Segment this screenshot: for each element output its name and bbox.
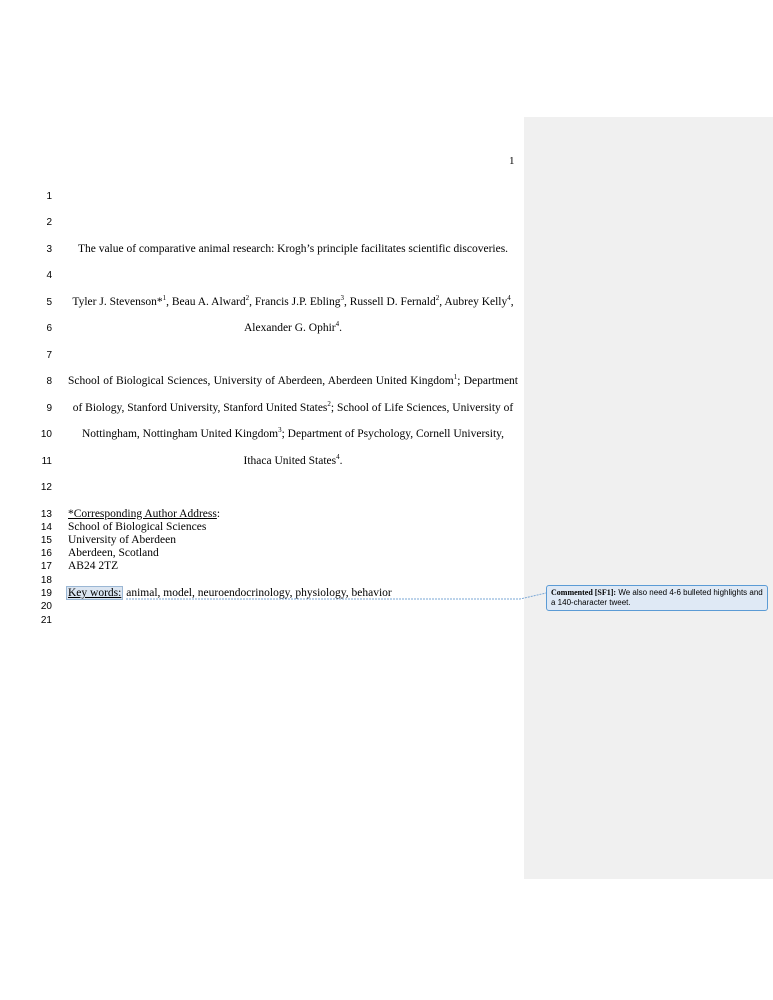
affiliation-sup: 3 <box>278 426 282 435</box>
line-number: 5 <box>46 297 52 308</box>
line-number: 20 <box>40 601 52 612</box>
corresponding-label: *Corresponding Author Address <box>68 508 217 520</box>
author-sep: , <box>166 296 172 308</box>
affiliation-text: of Biology, Stanford University, Stanford United States <box>72 402 328 414</box>
affiliation-line <box>68 427 518 441</box>
line-number: 4 <box>46 270 52 281</box>
affiliation-text: Nottingham, Nottingham United Kingdom <box>81 428 279 440</box>
author-sup: 4 <box>507 294 511 303</box>
corresponding-colon: : <box>216 508 221 520</box>
affiliation-sup: 1 <box>453 373 458 382</box>
author-name: Alexander G. Ophir <box>243 322 336 334</box>
author-sup: 2 <box>245 294 250 303</box>
line-number: 17 <box>40 561 52 572</box>
line-number: 19 <box>40 588 52 599</box>
comment-balloon[interactable] <box>546 585 768 611</box>
paper-title: The value of comparative animal research: Krogh’s principle facilitates scientific discoveries. <box>77 243 509 255</box>
author-list-cont <box>68 321 518 335</box>
author-sup: 3 <box>340 294 345 303</box>
address-line: Aberdeen, Scotland <box>68 547 159 559</box>
line-number: 8 <box>46 376 52 387</box>
line-number: 9 <box>46 403 52 414</box>
line-number: 18 <box>40 575 52 586</box>
line-number: 13 <box>40 509 52 520</box>
comment-text: We also need 4-6 bulleted highlights and a 140-character tweet. <box>551 588 763 607</box>
comment-author: Commented [SF1]: <box>551 588 617 597</box>
author-list <box>68 295 518 309</box>
line-number: 16 <box>40 548 52 559</box>
author-sup: 1 <box>162 294 167 303</box>
comment-pane <box>524 117 773 879</box>
author-name: Tyler J. Stevenson* <box>72 296 163 308</box>
line-number: 21 <box>40 615 52 626</box>
author-sep: , <box>249 296 255 308</box>
line-number: 3 <box>46 244 52 255</box>
affiliation-sup: 2 <box>327 400 331 409</box>
author-name: Russell D. Fernald <box>349 296 436 308</box>
line-number: 12 <box>40 482 52 493</box>
affiliation-text: ; Department of Psychology, Cornell University, <box>281 428 505 440</box>
line-number: 14 <box>40 522 52 533</box>
author-sep: , <box>344 296 350 308</box>
affiliation-sup: 4 <box>336 453 340 462</box>
author-name: Francis J.P. Ebling <box>254 296 341 308</box>
address-line: University of Aberdeen <box>68 534 176 546</box>
line-number: 10 <box>40 429 52 440</box>
line-number: 15 <box>40 535 52 546</box>
page-number: 1 <box>509 155 515 167</box>
author-name: Aubrey Kelly <box>444 296 508 308</box>
affiliation-line <box>68 374 518 388</box>
keywords-line <box>68 586 392 600</box>
line-number: 7 <box>46 350 52 361</box>
line-number: 11 <box>41 456 52 467</box>
author-sup: 2 <box>435 294 440 303</box>
line-number: 6 <box>46 323 52 334</box>
author-sep: , <box>439 296 445 308</box>
address-line: AB24 2TZ <box>68 560 119 572</box>
keywords-label[interactable]: Key words: <box>68 587 122 599</box>
address-line: School of Biological Sciences <box>68 521 207 533</box>
affiliation-text: ; School of Life Sciences, University of <box>330 402 514 414</box>
line-number: 1 <box>46 191 52 202</box>
corresponding-heading <box>68 507 220 521</box>
affiliation-text: Ithaca United States <box>243 455 337 467</box>
author-sep: , <box>510 296 514 308</box>
author-name: Beau A. Alward <box>171 296 246 308</box>
affiliation-text: ; Department <box>457 375 519 387</box>
author-sep: . <box>339 322 343 334</box>
keywords-text: animal, model, neuroendocrinology, physiology, behavior <box>123 587 392 599</box>
author-sup: 4 <box>335 320 340 329</box>
affiliation-line <box>68 454 518 468</box>
line-number: 2 <box>46 217 52 228</box>
affiliation-text: . <box>339 455 343 467</box>
affiliation-text: School of Biological Sciences, University of Aberdeen, Aberdeen United Kingdom <box>68 375 454 387</box>
affiliation-line <box>68 401 518 415</box>
